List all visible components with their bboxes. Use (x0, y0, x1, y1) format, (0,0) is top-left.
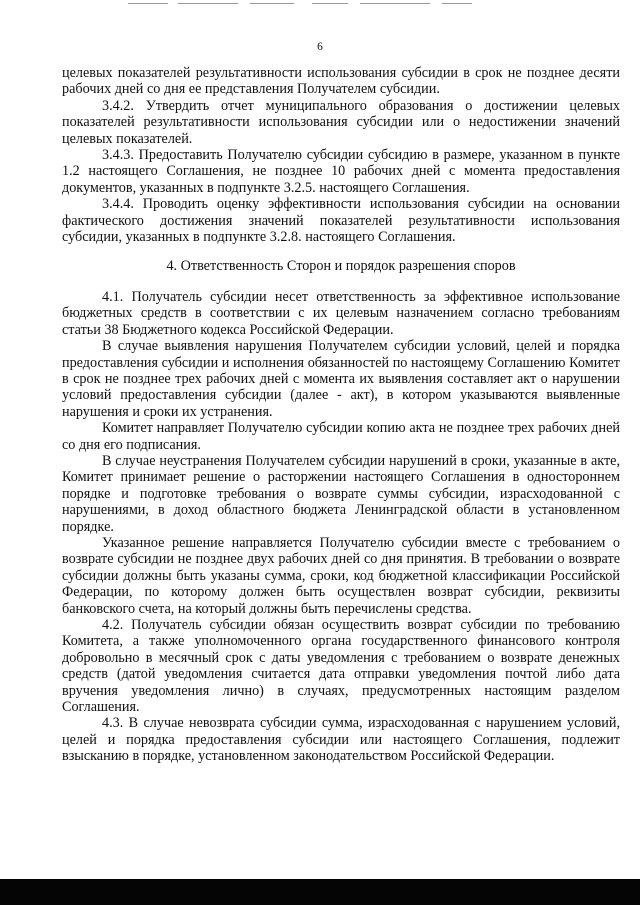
paragraph-3-4-3: 3.4.3. Предоставить Получателю субсидии субсидию в размере, указанном в пункте 1.2 настоящего Соглашения, не позднее 10 рабочих дней с момента предоставления документов, указанных в подпункте 3.2.5. настоящего Соглашения. (62, 147, 620, 196)
paragraph-3-4-2: 3.4.2. Утвердить отчет муниципального образования о достижении целевых показателей результативности использования субсидии или о недостижении значений целевых показателей. (62, 97, 620, 147)
section-heading: 4. Ответственность Сторон и порядок разрешения споров (166, 258, 516, 275)
page-number: 6 (317, 41, 323, 53)
paragraph-4-1: 4.1. Получатель субсидии несет ответственность за эффективное использование бюджетных средств в соответствии с их целевым назначением согласно требованиям статьи 38 Бюджетного кодекса Российской Федерации. (62, 288, 620, 338)
paragraph-non-elimination: В случае неустранения Получателем субсидии нарушений в сроки, указанные в акте, Комитет принимает решение о расторжении настоящего Соглашения в одностороннем порядке и подготовке требования о возврате суммы субсидии, израсходованной с нарушениями, в доход областного бюджета Ленинградской области в установленном порядке. (62, 452, 620, 535)
document-body (62, 65, 620, 765)
paragraph-4-3: 4.3. В случае невозврата субсидии сумма, израсходованная с нарушением условий, целей и порядка предоставления субсидии или настоящего Соглашения, подлежит взысканию в порядке, установленном законодательством Российской Федерации. (62, 715, 620, 765)
paragraph-act-copy: Комитет направляет Получателю субсидии копию акта не позднее трех рабочих дней со дня его подписания. (62, 420, 620, 453)
scan-top-edge-artifact (0, 0, 640, 10)
paragraph-decision-sent: Указанное решение направляется Получателю субсидии вместе с требованием о возврате субсидии не позднее двух рабочих дней со дня принятия. В требовании о возврате субсидии должны быть указаны сумма, сроки, код бюджетной классификации Российской Федерации, по которому должен быть осуществлен возврат субсидии, реквизиты банковского счета, на который должны быть перечислены средства. (62, 534, 620, 617)
scan-bottom-edge (0, 879, 640, 905)
paragraph-4-2: 4.2. Получатель субсидии обязан осуществить возврат субсидии по требованию Комитета, а также уполномоченного органа государственного финансового контроля добровольно в месячный срок с даты уведомления с требованием о возврате денежных средств (датой уведомления считается дата отправки уведомления почтой либо дата вручения уведомления лично) в случаях, предусмотренных настоящим разделом Соглашения. (62, 617, 620, 716)
paragraph-3-4-4: 3.4.4. Проводить оценку эффективности использования субсидии на основании фактического достижения значений показателей результативности использования субсидии, указанных в подпункте 3.2.8. настоящего Соглашения. (62, 196, 620, 246)
paragraph-violation-detection: В случае выявления нарушения Получателем субсидии условий, целей и порядка предоставления субсидии и исполнения обязанностей по настоящему Соглашению Комитет в срок не позднее трех рабочих дней с момента их выявления составляет акт о нарушении условий предоставления субсидии (далее - акт), в котором указываются выявленные нарушения и сроки их устранения. (62, 338, 620, 420)
paragraph-continuation: целевых показателей результативности использования субсидии в срок не позднее десяти рабочих дней со дня ее представления Получателем субсидии. (62, 65, 620, 98)
